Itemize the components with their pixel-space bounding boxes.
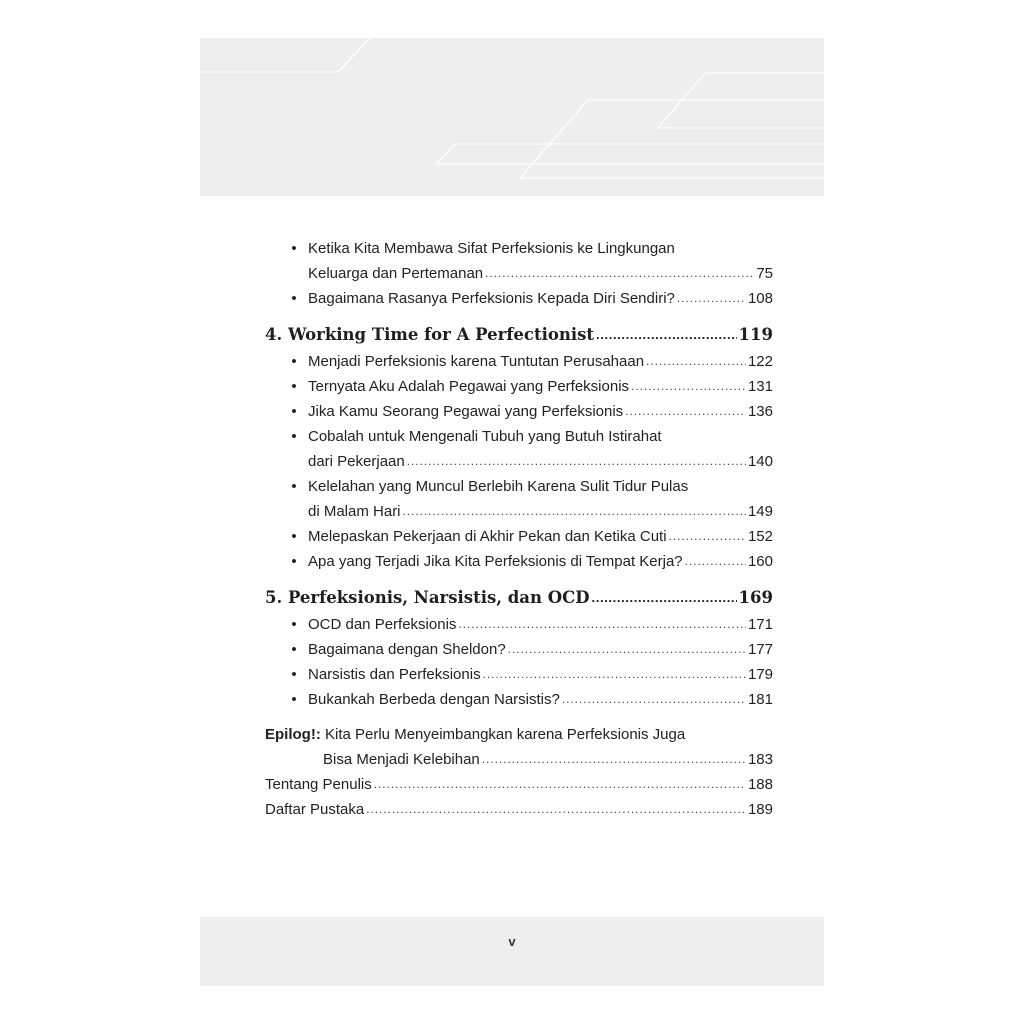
page-ref: 140: [747, 453, 773, 470]
page-ref: 183: [747, 751, 773, 768]
page-ref: 122: [747, 353, 773, 370]
toc-entry: Tentang Penulis . . . 188: [265, 772, 773, 797]
toc-entry: • Narsistis dan Perfeksionis . . . 179: [265, 662, 773, 687]
toc-entry: • Menjadi Perfeksionis karena Tuntutan Perusahaan . . . 122: [265, 349, 773, 374]
page-ref: 169: [738, 588, 773, 607]
toc-entry-continued: dari Pekerjaan . . . 140: [265, 449, 773, 474]
toc-entry: • Ketika Kita Membawa Sifat Perfeksionis ke Lingkungan: [265, 236, 773, 261]
page-ref: 179: [747, 666, 773, 683]
page-ref: 119: [738, 325, 773, 344]
dot-leader: [592, 584, 737, 612]
bullet-icon: •: [291, 478, 297, 495]
toc-entry: • Kelelahan yang Muncul Berlebih Karena Sulit Tidur Pulas: [265, 474, 773, 499]
bullet-icon: •: [291, 403, 297, 420]
dot-leader: [403, 499, 746, 524]
toc-entry: • Ternyata Aku Adalah Pegawai yang Perfeksionis . . . 131: [265, 374, 773, 399]
bullet-icon: •: [291, 378, 297, 395]
toc-entry: Daftar Pustaka . . . 189: [265, 797, 773, 822]
chapter-heading: 5. Perfeksionis, Narsistis, dan OCD . . . 169: [265, 584, 773, 612]
toc-entry: • Bagaimana dengan Sheldon? . . . 177: [265, 637, 773, 662]
bullet-icon: •: [291, 428, 297, 445]
toc-entry-continued: di Malam Hari . . . 149: [265, 499, 773, 524]
toc-entry: • OCD dan Perfeksionis . . . 171: [265, 612, 773, 637]
dot-leader: [631, 374, 746, 399]
dot-leader: [483, 662, 746, 687]
dot-leader: [482, 747, 746, 772]
toc-entry-continued: Bisa Menjadi Kelebihan . . . 183: [265, 747, 773, 772]
toc-entry: • Jika Kamu Seorang Pegawai yang Perfeksionis . . . 136: [265, 399, 773, 424]
dot-leader: [685, 549, 746, 574]
book-page: [200, 38, 824, 986]
toc-entry: • Cobalah untuk Mengenali Tubuh yang Butuh Istirahat: [265, 424, 773, 449]
dot-leader: [677, 286, 746, 311]
page-ref: 131: [747, 378, 773, 395]
dot-leader: [669, 524, 746, 549]
dot-leader: [485, 261, 754, 286]
dot-leader: [374, 772, 746, 797]
bullet-icon: •: [291, 528, 297, 545]
bullet-icon: •: [291, 616, 297, 633]
header-decoration: [200, 38, 824, 196]
toc-entry-continued: Keluarga dan Pertemanan . . . 75: [265, 261, 773, 286]
bullet-icon: •: [291, 353, 297, 370]
bullet-icon: •: [291, 666, 297, 683]
dot-leader: [407, 449, 746, 474]
dot-leader: [596, 321, 737, 349]
page-ref: 160: [747, 553, 773, 570]
dot-leader: [366, 797, 746, 822]
table-of-contents: [265, 236, 773, 822]
bullet-icon: •: [291, 641, 297, 658]
epilog-label: Epilog!:: [265, 726, 321, 743]
chapter-heading: 4. Working Time for A Perfectionist . . . 119: [265, 321, 773, 349]
footer: [200, 917, 824, 986]
page-ref: 181: [747, 691, 773, 708]
bullet-icon: •: [291, 553, 297, 570]
dot-leader: [625, 399, 746, 424]
page-ref: 189: [747, 801, 773, 818]
toc-entry: • Bukankah Berbeda dengan Narsistis? . . . 181: [265, 687, 773, 712]
bullet-icon: •: [291, 290, 297, 307]
dot-leader: [458, 612, 746, 637]
page-ref: 108: [747, 290, 773, 307]
page-ref: 136: [747, 403, 773, 420]
page-ref: 75: [756, 265, 773, 282]
page-ref: 177: [747, 641, 773, 658]
toc-entry: • Bagaimana Rasanya Perfeksionis Kepada Diri Sendiri? . . . 108: [265, 286, 773, 311]
page-ref: 188: [747, 776, 773, 793]
toc-entry-epilog: Epilog!: Kita Perlu Menyeimbangkan karena Perfeksionis Juga: [265, 726, 686, 743]
toc-entry: • Apa yang Terjadi Jika Kita Perfeksionis di Tempat Kerja? . . . 160: [265, 549, 773, 574]
page-ref: 152: [747, 528, 773, 545]
page-ref: 149: [747, 503, 773, 520]
page-number: v: [508, 934, 516, 949]
dot-leader: [646, 349, 746, 374]
page-ref: 171: [747, 616, 773, 633]
dot-leader: [562, 687, 746, 712]
bullet-icon: •: [291, 240, 297, 257]
dot-leader: [508, 637, 746, 662]
toc-entry: • Melepaskan Pekerjaan di Akhir Pekan dan Ketika Cuti . . . 152: [265, 524, 773, 549]
bullet-icon: •: [291, 691, 297, 708]
